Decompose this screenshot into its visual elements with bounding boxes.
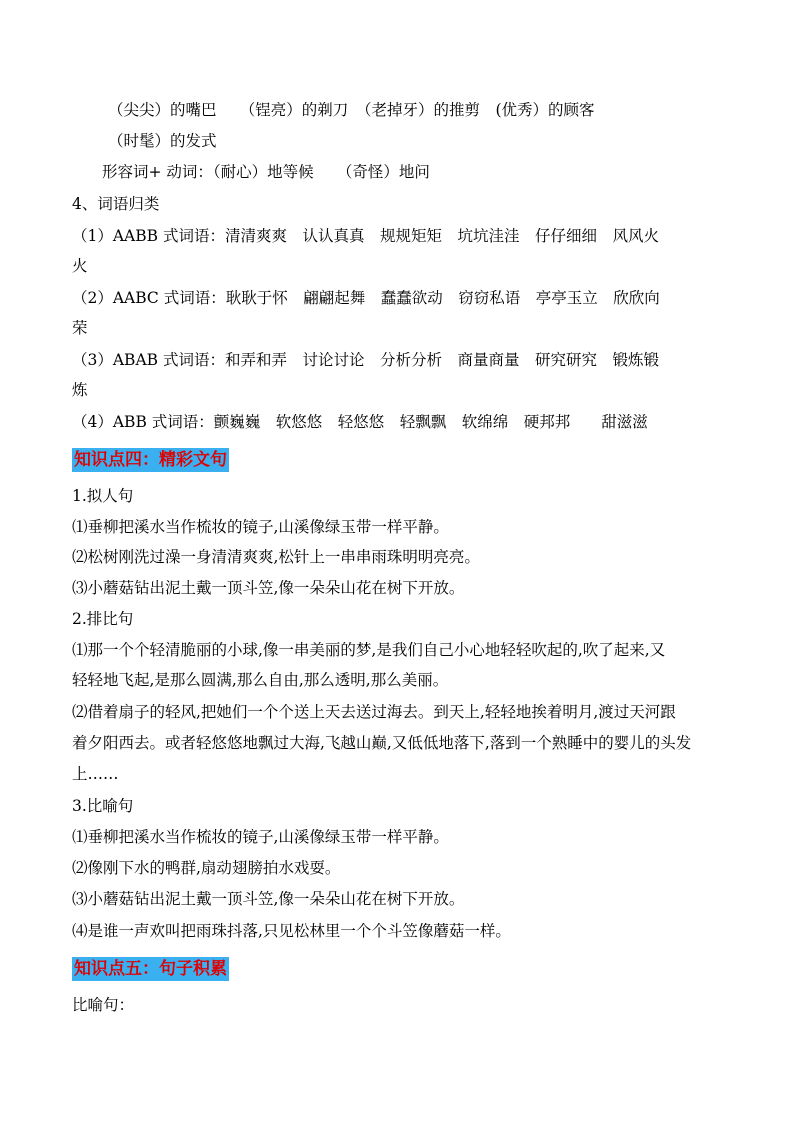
metaphor-title: 3.比喻句 xyxy=(72,797,134,815)
personification-title: 1.拟人句 xyxy=(72,487,134,505)
parallelism-sentence-1a: ⑴那一个个轻清脆丽的小球,像一串美丽的梦,是我们自己小心地轻轻吹起的,吹了起来,又 xyxy=(72,641,666,659)
parallelism-sentence-2c: 上…… xyxy=(72,765,119,783)
section-4-item-2b: 荣 xyxy=(72,319,88,337)
parallelism-sentence-2a: ⑵借着扇子的轻风,把她们一个个送上天去送过海去。到天上,轻轻地挨着明月,渡过天河跟 xyxy=(72,703,676,721)
section-4-item-1b: 火 xyxy=(72,257,88,275)
section-4-title: 4、词语归类 xyxy=(72,195,160,213)
metaphor-sentence-4: ⑷是谁一声欢叫把雨珠抖落,只见松林里一个个斗笠像蘑菇一样。 xyxy=(72,922,511,940)
parallelism-sentence-2b: 着夕阳西去。或者轻悠悠地飘过大海,飞越山巅,又低低地落下,落到一个熟睡中的婴儿的头发 xyxy=(72,734,692,752)
intro-line-1: （尖尖）的嘴巴 （锃亮）的剃刀 （老掉牙）的推剪 (优秀）的顾客 xyxy=(108,101,595,119)
knowledge-5-heading: 知识点五：句子积累 xyxy=(74,959,227,979)
parallelism-title: 2.排比句 xyxy=(72,610,134,628)
metaphor-sentence-2: ⑵像刚下水的鸭群,扇动翅膀拍水戏耍。 xyxy=(72,859,341,877)
intro-line-3: 形容词+ 动词：（耐心）地等候 （奇怪）地问 xyxy=(102,163,430,181)
metaphor-sentence-3: ⑶小蘑菇钻出泥土戴一顶斗笠,像一朵朵山花在树下开放。 xyxy=(72,890,465,908)
personification-sentence-1: ⑴垂柳把溪水当作梳妆的镜子,山溪像绿玉带一样平静。 xyxy=(72,518,449,536)
section-4-item-1a: （1）AABB 式词语：清清爽爽 认认真真 规规矩矩 坑坑洼洼 仔仔细细 风风火 xyxy=(72,227,659,245)
metaphor-sentence-1: ⑴垂柳把溪水当作梳妆的镜子,山溪像绿玉带一样平静。 xyxy=(72,828,449,846)
personification-sentence-2: ⑵松树刚洗过澡一身清清爽爽,松针上一串串雨珠明明亮亮。 xyxy=(72,548,480,566)
section-4-item-4: （4）ABB 式词语：颤巍巍 软悠悠 轻悠悠 轻飘飘 软绵绵 硬邦邦 甜滋滋 xyxy=(72,413,648,431)
knowledge-5-subtitle: 比喻句： xyxy=(72,996,135,1014)
section-4-item-2a: （2）AABC 式词语：耿耿于怀 翩翩起舞 蠢蠢欲动 窃窃私语 亭亭玉立 欣欣向 xyxy=(72,289,660,307)
knowledge-4-heading: 知识点四：精彩文句 xyxy=(74,450,227,470)
section-4-item-3a: （3）ABAB 式词语：和弄和弄 讨论讨论 分析分析 商量商量 研究研究 锻炼锻 xyxy=(72,351,659,369)
section-4-item-3b: 炼 xyxy=(72,381,88,399)
parallelism-sentence-1b: 轻轻地飞起,是那么圆满,那么自由,那么透明,那么美丽。 xyxy=(72,671,449,689)
personification-sentence-3: ⑶小蘑菇钻出泥土戴一顶斗笠,像一朵朵山花在树下开放。 xyxy=(72,579,465,597)
intro-line-2: （时髦）的发式 xyxy=(108,132,217,150)
